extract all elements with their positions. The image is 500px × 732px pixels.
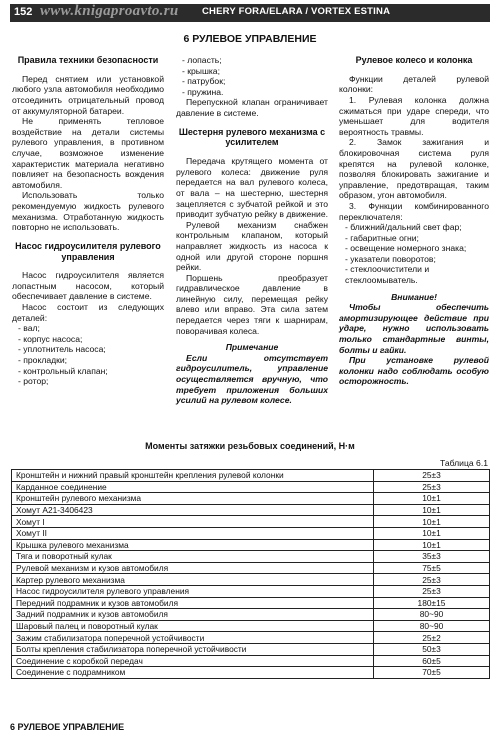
table-cell-torque: 25±2 — [374, 632, 490, 644]
table-row — [12, 470, 490, 482]
list-item: - указатели поворотов; — [345, 253, 436, 264]
running-header-title: CHERY FORA/ELARA / VORTEX ESTINA — [202, 6, 391, 17]
column-right — [339, 55, 489, 387]
table-row — [12, 516, 490, 528]
table-row — [12, 493, 490, 505]
attention-text: Чтобы обеспечить амортизирующее действие при ударе, нужно использовать только стандартные винты, болты и гайки. — [339, 302, 489, 355]
paragraph: Перед снятием или установкой любого узла автомобиля необходимо отсоединить отрицательный провод от аккумуляторной батареи. — [12, 73, 164, 116]
list-item: - пружина. — [182, 86, 224, 97]
paragraph: 1. Рулевая колонка должна сжиматься при ударе спереди, что уменьшает для водителя вероятность травмы. — [339, 94, 489, 137]
table-cell-item: Крышка рулевого механизма — [12, 539, 374, 551]
table-row — [12, 539, 490, 551]
list-item: - освещение номерного знака; — [345, 243, 467, 254]
table-cell-torque: 80~90 — [374, 620, 490, 632]
table-cell-item: Картер рулевого механизма — [12, 574, 374, 586]
running-footer: 6 РУЛЕВОЕ УПРАВЛЕНИЕ — [10, 722, 125, 732]
paragraph: Использовать только рекомендуемую жидкость рулевого механизма. Отработанную жидкость повторно не использовать. — [12, 190, 164, 233]
table-cell-torque: 10±1 — [374, 539, 490, 551]
list-item: - контрольный клапан; — [18, 365, 108, 376]
table-row — [12, 655, 490, 667]
torque-table — [11, 469, 490, 679]
table-cell-item: Кронштейн и нижний правый кронштейн крепления рулевой колонки — [12, 470, 374, 482]
table-cell-torque: 25±3 — [374, 585, 490, 597]
table-cell-item: Насос гидроусилителя рулевого управления — [12, 585, 374, 597]
table-row — [12, 504, 490, 516]
table-cell-torque: 70±5 — [374, 667, 490, 679]
list-item: - крышка; — [182, 65, 220, 76]
table-row — [12, 667, 490, 679]
list-item: - лопасть; — [182, 55, 222, 65]
table-cell-item: Задний подрамник и кузов автомобиля — [12, 609, 374, 621]
table-cell-torque: 10±1 — [374, 493, 490, 505]
table-cell-item: Соединение с подрамником — [12, 667, 374, 679]
list-item: - ближний/дальний свет фар; — [345, 222, 462, 233]
paragraph: Насос состоит из следующих деталей: — [12, 302, 164, 323]
table-row — [12, 597, 490, 609]
table-cell-item: Кронштейн рулевого механизма — [12, 493, 374, 505]
list-item: - уплотнитель насоса; — [18, 344, 106, 355]
table-row — [12, 551, 490, 563]
page-number: 152 — [14, 6, 33, 18]
table-row — [12, 481, 490, 493]
section-heading-gear: Шестерня рулевого механизма с усилителем — [178, 126, 326, 148]
table-row — [12, 643, 490, 655]
table-cell-item: Зажим стабилизатора поперечной устойчивости — [12, 632, 374, 644]
watermark: www.knigaproavto.ru — [40, 3, 179, 19]
note-text: Если отсутствует гидроусилитель, управление осуществляется вручную, что требует приложения больших усилий на рулевом колесе. — [176, 352, 328, 406]
paragraph: Насос гидроусилителя является лопастным насосом, который обеспечивает давление в системе. — [12, 270, 164, 302]
table-cell-torque: 60±5 — [374, 655, 490, 667]
table-cell-item: Передний подрамник и кузов автомобиля — [12, 597, 374, 609]
paragraph: Не применять тепловое воздействие на детали системы рулевого управления, в противном случае, возможное изменение характеристик материала негативно повлияет на безопасность вождения автомобиля. — [12, 116, 164, 190]
table-cell-torque: 35±3 — [374, 551, 490, 563]
list-item: - ротор; — [18, 376, 49, 387]
table-cell-torque: 25±3 — [374, 574, 490, 586]
table-row — [12, 562, 490, 574]
table-cell-torque: 25±3 — [374, 481, 490, 493]
section-heading-pump: Насос гидроусилителя рулевого управления — [15, 240, 161, 262]
table-cell-torque: 10±1 — [374, 516, 490, 528]
table-cell-torque: 50±3 — [374, 643, 490, 655]
table-number: Таблица 6.1 — [439, 458, 488, 468]
column-left — [12, 55, 164, 387]
table-cell-torque: 80~90 — [374, 609, 490, 621]
attention-label: Внимание! — [391, 291, 437, 302]
list-item: - патрубок; — [182, 76, 226, 87]
paragraph: 3. Функции комбинированного переключателя: — [339, 200, 489, 222]
table-row — [12, 632, 490, 644]
list-item: - вал; — [18, 323, 40, 334]
table-cell-torque: 25±3 — [374, 470, 490, 482]
section-heading-safety: Правила техники безопасности — [17, 55, 159, 65]
table-cell-item: Хомут A21-3406423 — [12, 504, 374, 516]
table-cell-item: Хомут I — [12, 516, 374, 528]
table-cell-torque: 180±15 — [374, 597, 490, 609]
paragraph: Функции деталей рулевой колонки: — [339, 73, 489, 95]
paragraph: Перепускной клапан ограничивает давление в системе. — [176, 97, 328, 118]
note-label: Примечание — [225, 342, 279, 353]
chapter-title: 6 РУЛЕВОЕ УПРАВЛЕНИЕ — [183, 33, 317, 45]
table-cell-item: Шаровый палец и поворотный кулак — [12, 620, 374, 632]
table-cell-item: Болты крепления стабилизатора поперечной устойчивости — [12, 643, 374, 655]
table-row — [12, 609, 490, 621]
paragraph: 2. Замок зажигания и блокировочная система руля крепятся на рулевой колонке, позволяя блокировать зажигание и управление, предотвращая, таким образом, угон автомобиля. — [339, 137, 489, 201]
list-item: - стеклоочистители и стеклоомыватель. — [345, 264, 430, 286]
table-cell-item: Тяга и поворотный кулак — [12, 551, 374, 563]
table-caption: Моменты затяжки резьбовых соединений, Н·м — [145, 441, 355, 451]
table-row — [12, 620, 490, 632]
table-cell-item: Хомут II — [12, 527, 374, 539]
table-cell-item: Рулевой механизм и кузов автомобиля — [12, 562, 374, 574]
column-middle — [176, 55, 328, 406]
table-row — [12, 527, 490, 539]
table-cell-item: Соединение с коробкой передач — [12, 655, 374, 667]
table-row — [12, 585, 490, 597]
paragraph: Поршень преобразует гидравлическое давление в линейную силу, перемещая рейку влево или вправо. Эта сила затем передается через тяги к шарнирам, поворачивая колеса. — [176, 272, 328, 336]
table-cell-torque: 10±1 — [374, 504, 490, 516]
attention-text: При установке рулевой колонки надо соблюдать особую осторожность. — [339, 355, 489, 387]
list-item: - габаритные огни; — [345, 232, 419, 243]
paragraph: Рулевой механизм снабжен контрольным клапаном, который направляет жидкость из насоса к одной или другой стороне поршня рейки. — [176, 219, 328, 273]
section-heading-wheel: Рулевое колесо и колонка — [355, 55, 473, 65]
paragraph: Передача крутящего момента от рулевого колеса: движение руля передается на вал рулевого колеса, от вала – на шестерню, шестерня зацепляется с зубчатой рейкой и это приводит зубчатую рейку в движение. — [176, 156, 329, 220]
table-cell-torque: 75±5 — [374, 562, 490, 574]
list-item: - прокладки; — [18, 355, 68, 366]
table-cell-item: Карданное соединение — [12, 481, 374, 493]
table-cell-torque: 10±1 — [374, 527, 490, 539]
table-row — [12, 574, 490, 586]
list-item: - корпус насоса; — [18, 333, 83, 344]
